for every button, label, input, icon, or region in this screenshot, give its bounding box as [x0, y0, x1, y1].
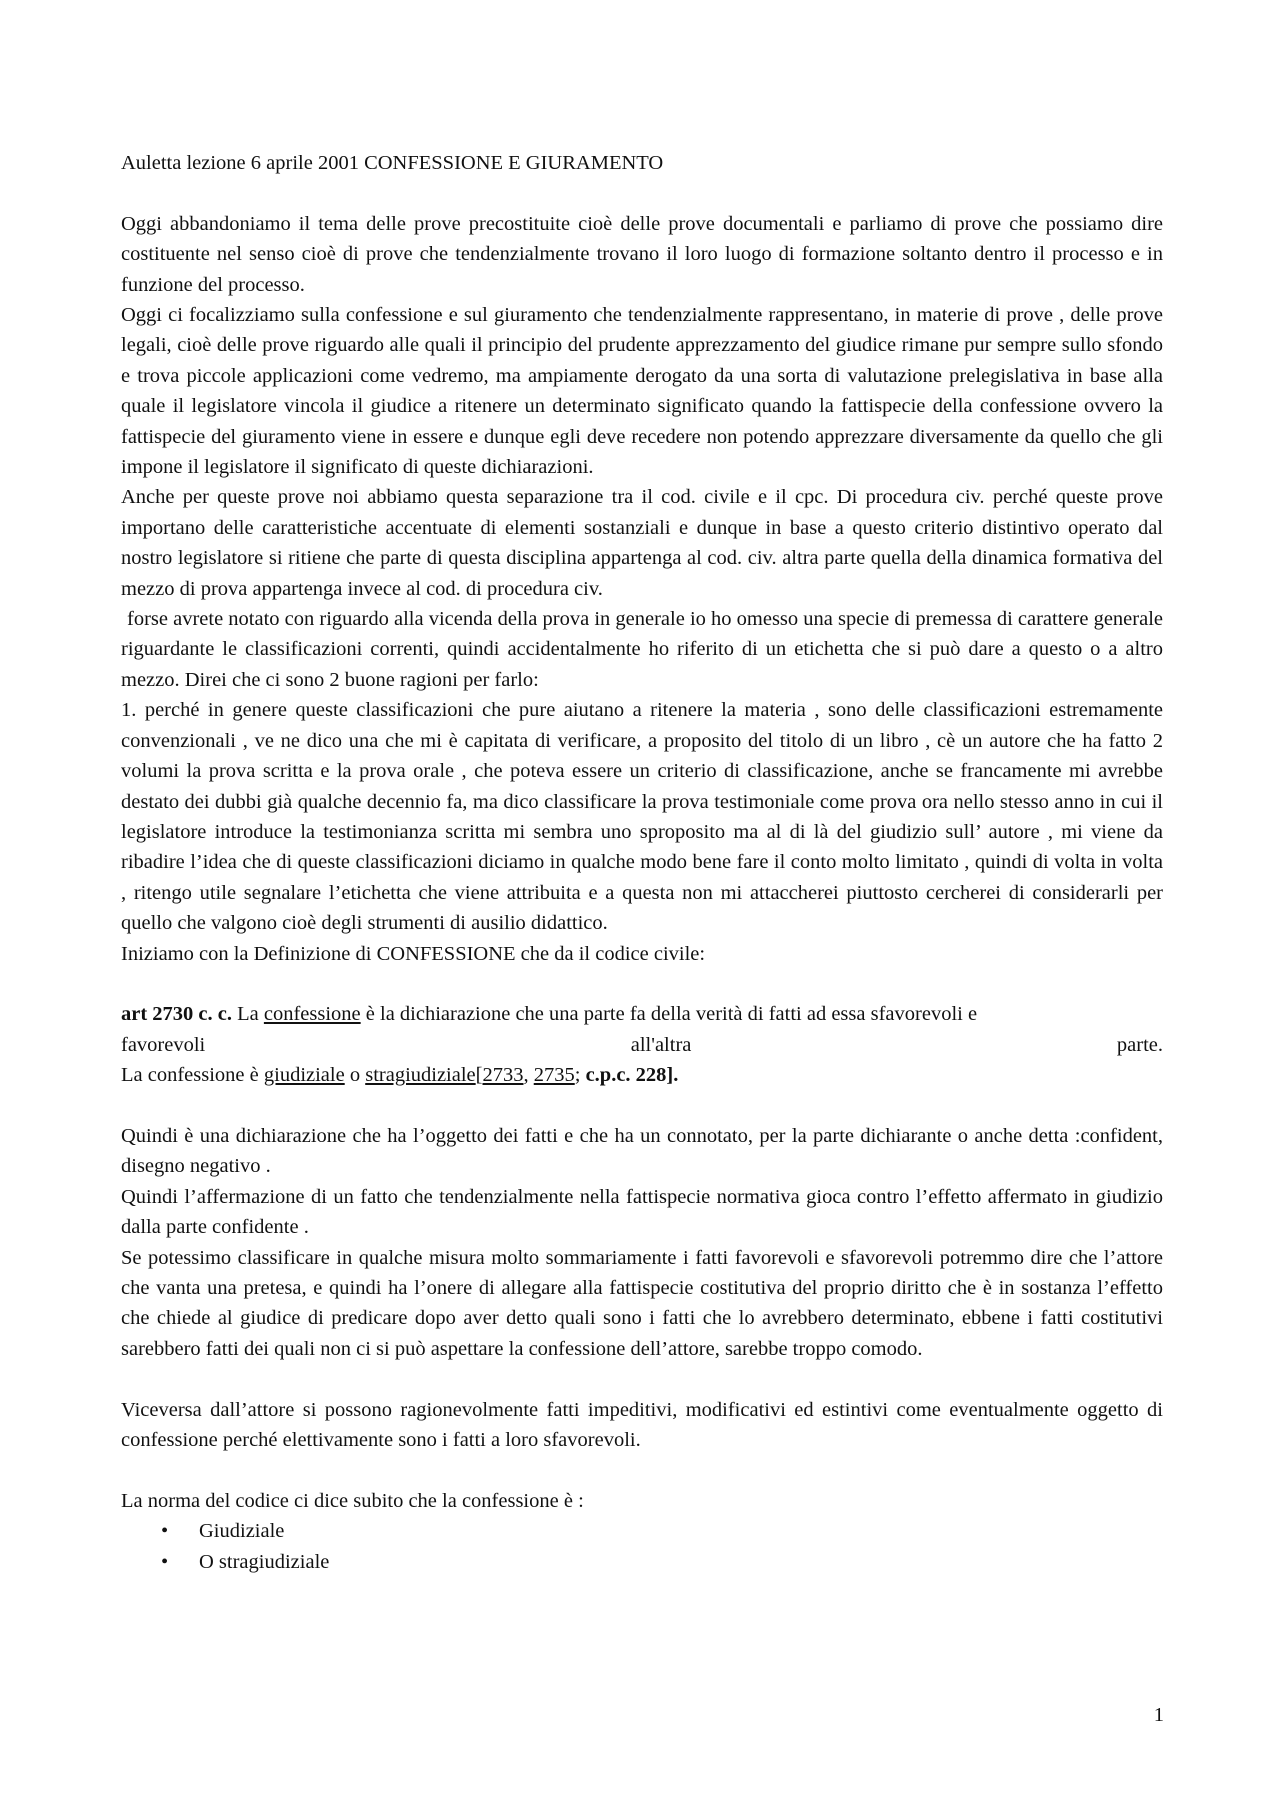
bullet-icon: •	[161, 1550, 169, 1573]
paragraph-focus: Oggi ci focalizziamo sulla confessione e sul giuramento che tendenzialmente rappresentano, in materie di prove , delle prove legali, cioè delle prove riguardo alle quali il principio del prudente apprezzamento del giudice rimane pur sempre sullo sfondo e trova piccole applicazioni come vedremo, ma ampiamente derogato da una sorta di valutazione prelegislativa in base alla quale il legislatore vincola il giudice a ritenere un determinato significato quando la fattispecie della confessione ovvero la fattispecie del giuramento viene in essere e dunque egli deve recedere non potendo apprezzare diversamente da quello che gli impone il legislatore il significato di queste dichiarazioni.	[121, 304, 1163, 479]
list-item	[121, 1547, 1163, 1577]
spacer	[121, 178, 1163, 208]
paragraph-intro: Oggi abbandoniamo il tema delle prove precostituite cioè delle prove documentali e parliamo di prove che possiamo dire costituente nel senso cioè di prove che tendenzialmente trovano il loro luogo di formazione soltanto dentro il processo e in funzione del processo.	[121, 212, 1163, 296]
cpc-reference: c.p.c. 228	[585, 1064, 667, 1087]
paragraph-norm: La norma del codice ci dice subito che la confessione è :	[121, 1489, 584, 1512]
article-text: favorevoli	[121, 1033, 206, 1056]
paragraph-affirmation: Quindi l’affermazione di un fatto che tendenzialmente nella fattispecie normativa gioca contro l’effetto affermato in giudizio dalla parte confidente .	[121, 1185, 1163, 1239]
article-2730-line-3	[121, 1060, 1163, 1090]
paragraph-definition-intro: Iniziamo con la Definizione di CONFESSIONE che da il codice civile:	[121, 942, 706, 965]
article-text: o	[344, 1064, 366, 1087]
article-text: ].	[666, 1064, 679, 1087]
spacer	[121, 969, 1163, 999]
list-item	[121, 1516, 1163, 1546]
spacer	[121, 1364, 1163, 1394]
article-2730-line-1	[121, 999, 1163, 1029]
list-item-label: Giudiziale	[199, 1520, 285, 1543]
article-text: è la dichiarazione che una parte fa della verità di fatti ad essa sfavorevoli e	[360, 1003, 978, 1026]
article-text: La confessione è	[121, 1064, 264, 1087]
article-2733-link[interactable]: 2733	[482, 1064, 524, 1087]
paragraph-viceversa: Viceversa dall’attore si possono ragionevolmente fatti impeditivi, modificativi ed estintivi come eventualmente oggetto di confessione perché elettivamente sono i fatti a loro sfavorevoli.	[121, 1398, 1163, 1451]
giudiziale-link[interactable]: giudiziale	[263, 1064, 345, 1087]
article-2730-line-2	[121, 1030, 1163, 1060]
paragraph-classifications: forse avrete notato con riguardo alla vicenda della prova in generale io ho omesso una specie di premessa di carattere generale riguardante le classificazioni correnti, quindi accidentalmente ho riferito di un etichetta che si può dare a questo o a altro mezzo. Direi che ci sono 2 buone ragioni per farlo:	[121, 608, 1163, 691]
paragraph-reason-1: 1. perché in genere queste classificazioni che pure aiutano a ritenere la materia , sono delle classificazioni estremamente convenzionali , ve ne dico una che mi è capitata di verificare, a proposito del titolo di un libro , cè un autore che ha fatto 2 volumi la prova scritta e la prova orale , che poteva essere un criterio di classificazione, anche se francamente mi avrebbe destato dei dubbi già qualche decennio fa, ma dico classificare la prova testimoniale come prova ora nello stesso anno in cui il legislatore introduce la testimonianza scritta mi sembra uno sproposito ma al di là del giudizio sull’ autore , mi viene da ribadire l’idea che di queste classificazioni diciamo in qualche modo bene fare il conto molto limitato , quindi di volta in volta , ritengo utile segnalare l’etichetta che viene attribuita e a questa non mi attaccherei piuttosto cercherei di considerarli per quello che valgono cioè degli strumenti di ausilio didattico.	[121, 699, 1163, 935]
article-2735-link[interactable]: 2735	[533, 1064, 575, 1087]
confession-types-list	[121, 1516, 1163, 1577]
document-title: Auletta lezione 6 aprile 2001 CONFESSIONE E GIURAMENTO	[121, 152, 664, 174]
article-text: all'altra	[630, 1033, 692, 1056]
paragraph-facts: Se potessimo classificare in qualche misura molto sommariamente i fatti favorevoli e sfavorevoli potremmo dire che l’attore che vanta una pretesa, e quindi ha l’onere di allegare alla fattispecie costitutiva del proprio diritto che è in sostanza l’effetto che chiede al giudice di predicare dopo aver detto quali sono i fatti che lo avrebbero determinato, ebbene i fatti costitutivi sarebbero fatti dei quali non ci si può aspettare la confessione dell’attore, sarebbe troppo comodo.	[121, 1246, 1163, 1360]
bullet-icon: •	[161, 1520, 169, 1543]
page-number: 1	[1153, 1704, 1164, 1726]
article-text: La	[232, 1003, 264, 1026]
spacer	[121, 1455, 1163, 1485]
article-text: ;	[574, 1064, 586, 1087]
document-page	[121, 148, 1163, 1577]
article-text: ,	[523, 1064, 534, 1087]
confessione-link[interactable]: confessione	[263, 1003, 361, 1026]
paragraph-declaration: Quindi è una dichiarazione che ha l’oggetto dei fatti e che ha un connotato, per la parte dichiarante o anche detta :confident, disegno negativo .	[121, 1124, 1163, 1178]
article-text: parte.	[1116, 1033, 1163, 1056]
article-text: [	[475, 1064, 483, 1087]
spacer	[121, 1091, 1163, 1121]
article-reference: art 2730 c. c.	[121, 1003, 232, 1026]
stragiudiziale-link[interactable]: stragiudiziale	[365, 1064, 476, 1087]
list-item-label: O stragiudiziale	[199, 1550, 330, 1573]
paragraph-separation: Anche per queste prove noi abbiamo questa separazione tra il cod. civile e il cpc. Di procedura civ. perché queste prove importano delle caratteristiche accentuate di elementi sostanziali e dunque in base a questo criterio distintivo operato dal nostro legislatore si ritiene che parte di questa disciplina appartenga al cod. civ. altra parte quella della dinamica formativa del mezzo di prova appartenga invece al cod. di procedura civ.	[121, 486, 1163, 600]
